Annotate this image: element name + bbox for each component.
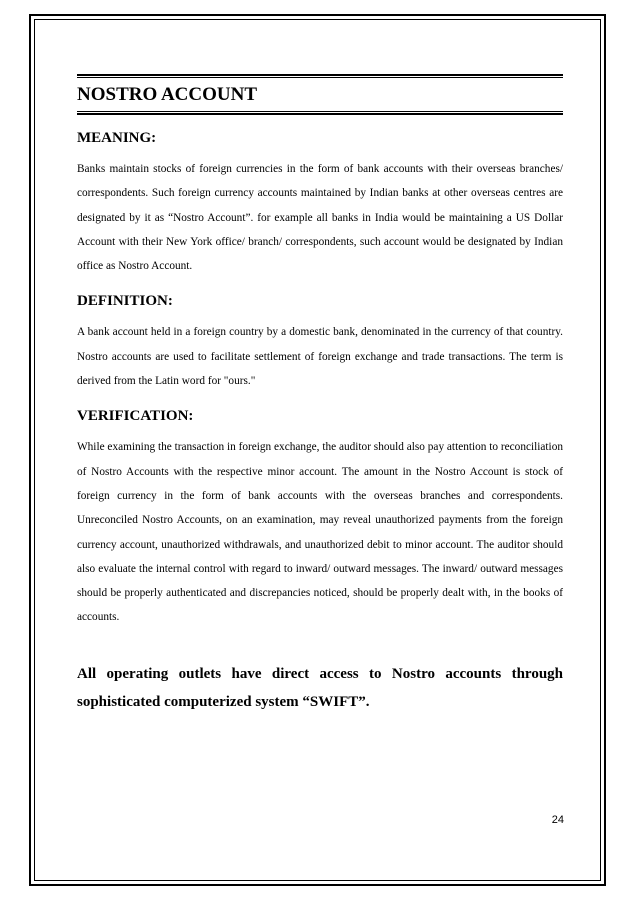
section-heading-verification: VERIFICATION:: [77, 408, 194, 425]
title-rule-top-thin: [77, 77, 563, 78]
page-content: [77, 74, 563, 716]
page-number: 24: [551, 814, 564, 826]
section-text-verification: While examining the transaction in foreign exchange, the auditor should also pay attention to reconciliation of Nostro Accounts with the respective minor account. The amount in the Nostro Account is stock of foreign currency in the form of bank accounts with the overseas branches and correspondents. Unreconciled Nostro Accounts, on an examination, may reveal unauthorized payments from the foreign currency account, unauthorized withdrawals, and unauthorized debit to minor account. The auditor should also evaluate the internal control with regard to inward/ outward messages. The inward/ outward messages should be properly authenticated and discrepancies noticed, should be properly dealt with, in the books of accounts.: [77, 441, 563, 624]
section-heading-meaning: MEANING:: [77, 130, 157, 146]
section-heading-definition: DEFINITION:: [77, 293, 173, 310]
section-meaning: [77, 129, 563, 278]
page-title: NOSTRO ACCOUNT: [77, 84, 257, 105]
closing-statement: All operating outlets have direct access to Nostro accounts through sophisticated computerized system “SWIFT”.: [77, 665, 563, 710]
title-rule-bottom-thin: [77, 111, 563, 112]
title-rule-top: [77, 74, 563, 76]
section-text-definition: A bank account held in a foreign country by a domestic bank, denominated in the currency of that country. Nostro accounts are used to facilitate settlement of foreign exchange and trade transactions. The term is derived from the Latin word for "ours.": [77, 326, 563, 388]
section-definition: [77, 292, 563, 393]
section-verification: [77, 407, 563, 629]
title-rule-bottom: [77, 113, 563, 115]
section-text-meaning: Banks maintain stocks of foreign currencies in the form of bank accounts with their overseas branches/ correspondents. Such foreign currency accounts maintained by Indian banks at other overseas centres are designated by it as “Nostro Account”. for example all banks in India would be maintaining a US Dollar Account with their New York office/ branch/ correspondents, such account would be designated by Indian office as Nostro Account.: [77, 163, 563, 273]
